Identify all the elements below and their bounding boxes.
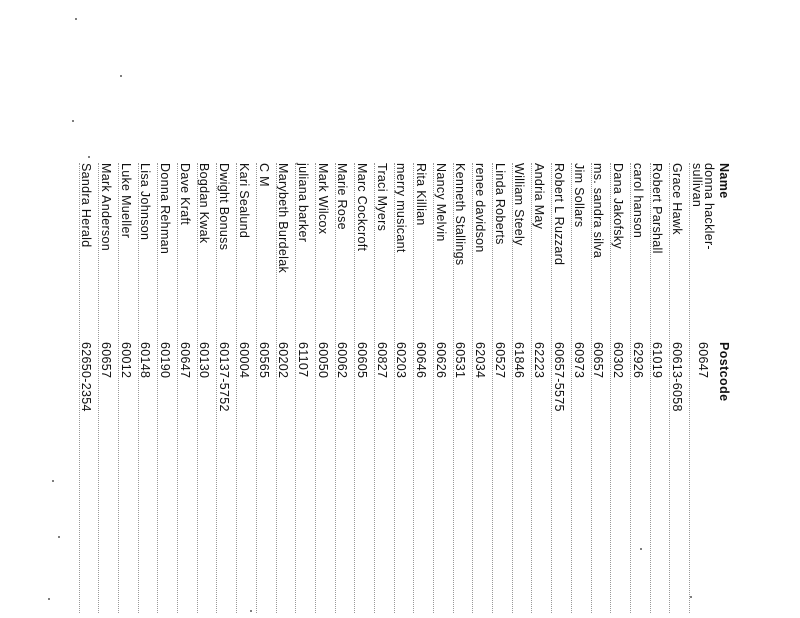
scan-speck — [75, 18, 77, 20]
name-cell-line: donna hackler- — [702, 163, 716, 250]
name-cell: Grace Hawk — [670, 163, 684, 235]
row-divider — [157, 163, 158, 613]
table-body — [77, 163, 716, 613]
postcode-cell: 62223 — [532, 342, 547, 379]
name-cell: ms. sandra silva — [591, 163, 606, 259]
table-row — [215, 163, 235, 613]
name-cell: juliana barker — [295, 163, 310, 243]
scan-speck — [48, 598, 50, 600]
table-row — [608, 163, 628, 613]
postcode-cell: 60148 — [138, 342, 153, 379]
row-divider — [98, 163, 99, 613]
row-divider — [433, 163, 434, 613]
name-cell: Marybeth Burdelak — [276, 163, 291, 274]
row-divider — [256, 163, 257, 613]
name-cell: Sandra Herald — [79, 163, 94, 248]
postcode-cell: 60527 — [492, 342, 507, 379]
row-divider — [197, 163, 198, 613]
table-row — [274, 163, 294, 613]
row-divider — [492, 163, 493, 613]
name-cell: Mark Anderson — [99, 163, 114, 251]
table-header — [713, 163, 735, 613]
table-row — [648, 163, 668, 613]
name-cell: C M — [256, 163, 271, 187]
postcode-cell: 60190 — [158, 342, 173, 379]
row-divider — [79, 163, 80, 613]
table-row — [155, 163, 175, 613]
row-divider — [571, 163, 572, 613]
table-row — [175, 163, 195, 613]
table-row — [96, 163, 116, 613]
name-cell: carol hanson — [630, 163, 645, 239]
postcode-table — [75, 163, 735, 613]
name-cell — [691, 163, 715, 333]
name-cell: renee davidson — [473, 163, 488, 253]
name-cell: Bogdan Kwak — [197, 163, 212, 244]
name-cell: Marie Rose — [335, 163, 350, 230]
row-divider — [453, 163, 454, 613]
postcode-cell: 60062 — [335, 342, 350, 379]
postcode-cell: 61846 — [512, 342, 527, 379]
postcode-cell: 62650-2354 — [79, 342, 94, 412]
postcode-cell: 60647 — [177, 342, 192, 379]
name-cell: Kari Sealund — [236, 163, 251, 239]
name-cell: Mark Wilcox — [315, 163, 330, 235]
name-cell: merry musicant — [394, 163, 409, 253]
name-cell: Kenneth Stallings — [453, 163, 468, 266]
row-divider — [118, 163, 119, 613]
table-row — [431, 163, 451, 613]
table-row — [470, 163, 490, 613]
table-row — [451, 163, 471, 613]
row-divider — [413, 163, 414, 613]
scan-speck — [120, 75, 122, 77]
postcode-cell: 60973 — [571, 342, 586, 379]
row-divider — [669, 163, 670, 613]
postcode-cell: 60050 — [315, 342, 330, 379]
row-divider — [472, 163, 473, 613]
name-cell: Dana Jakofsky — [610, 163, 625, 249]
row-divider — [354, 163, 355, 613]
row-divider — [551, 163, 552, 613]
postcode-cell: 60004 — [236, 342, 251, 379]
column-header-name: Name — [717, 163, 731, 199]
name-cell: Rita Killian — [414, 163, 429, 226]
name-cell: Jim Sollars — [571, 163, 586, 228]
table-row — [628, 163, 648, 613]
row-divider — [610, 163, 611, 613]
row-divider — [138, 163, 139, 613]
postcode-cell: 62926 — [630, 342, 645, 379]
row-divider — [650, 163, 651, 613]
postcode-cell: 60302 — [610, 342, 625, 379]
table-row — [530, 163, 550, 613]
postcode-cell: 60646 — [414, 342, 429, 379]
postcode-cell: 60137-5752 — [217, 342, 232, 412]
postcode-cell: 60647 — [696, 342, 710, 379]
row-divider — [217, 163, 218, 613]
row-divider — [335, 163, 336, 613]
table-row — [195, 163, 215, 613]
table-row — [116, 163, 136, 613]
postcode-cell: 61107 — [295, 342, 310, 378]
table-row — [589, 163, 609, 613]
row-divider — [295, 163, 296, 613]
name-cell: Dave Kraft — [177, 163, 192, 226]
name-cell-line: sullivan — [690, 163, 704, 208]
postcode-cell: 60130 — [197, 342, 212, 379]
table-row — [333, 163, 353, 613]
postcode-cell: 60613-6058 — [670, 342, 684, 412]
row-divider — [276, 163, 277, 613]
name-cell: Traci Myers — [374, 163, 389, 232]
postcode-cell: 60203 — [394, 342, 409, 379]
name-cell: Nancy Melvin — [433, 163, 448, 242]
postcode-cell: 60657-5575 — [551, 342, 566, 412]
scan-speck — [88, 156, 90, 158]
row-divider — [532, 163, 533, 613]
name-cell: Linda Roberts — [492, 163, 507, 245]
table-row — [77, 163, 97, 613]
table-row — [352, 163, 372, 613]
table-row — [136, 163, 156, 613]
row-divider — [374, 163, 375, 613]
postcode-cell: 60605 — [355, 342, 369, 379]
table-row — [490, 163, 510, 613]
table-row — [667, 163, 687, 613]
name-cell: Donna Rehman — [158, 163, 173, 255]
scan-speck — [72, 120, 74, 122]
table-row — [549, 163, 569, 613]
name-cell: Marc Cockcroft — [355, 163, 369, 252]
postcode-cell: 60657 — [591, 342, 606, 379]
name-cell: William Steely — [512, 163, 527, 246]
name-cell: Robert Parshall — [650, 163, 665, 254]
table-row — [687, 163, 716, 613]
table-row — [293, 163, 313, 613]
row-divider — [630, 163, 631, 613]
row-divider — [512, 163, 513, 613]
table-row — [254, 163, 274, 613]
postcode-cell: 60202 — [276, 342, 291, 379]
table-row — [313, 163, 333, 613]
name-cell: Dwight Bonuss — [217, 163, 232, 251]
postcode-cell: 60565 — [256, 342, 271, 379]
postcode-cell: 60827 — [374, 342, 389, 379]
name-cell: Lisa Johnson — [138, 163, 153, 241]
row-divider — [689, 163, 690, 613]
postcode-cell: 60626 — [433, 342, 448, 379]
scan-speck — [52, 480, 54, 482]
postcode-cell: 60531 — [453, 342, 468, 379]
postcode-cell: 62034 — [473, 342, 488, 379]
table-row — [392, 163, 412, 613]
name-cell: Andria May — [532, 163, 547, 230]
postcode-cell: 60012 — [118, 342, 133, 379]
name-cell: Robert L Ruzzard — [551, 163, 566, 266]
row-divider — [394, 163, 395, 613]
table-row — [510, 163, 530, 613]
row-divider — [177, 163, 178, 613]
postcode-cell: 61019 — [650, 342, 665, 379]
table-row — [234, 163, 254, 613]
column-header-postcode: Postcode — [717, 342, 731, 402]
table-row — [372, 163, 392, 613]
name-cell: Luke Mueller — [118, 163, 133, 239]
table-row — [569, 163, 589, 613]
row-divider — [236, 163, 237, 613]
row-divider — [315, 163, 316, 613]
scan-speck — [58, 536, 60, 538]
table-row — [411, 163, 431, 613]
postcode-cell: 60657 — [99, 342, 114, 379]
row-divider — [591, 163, 592, 613]
